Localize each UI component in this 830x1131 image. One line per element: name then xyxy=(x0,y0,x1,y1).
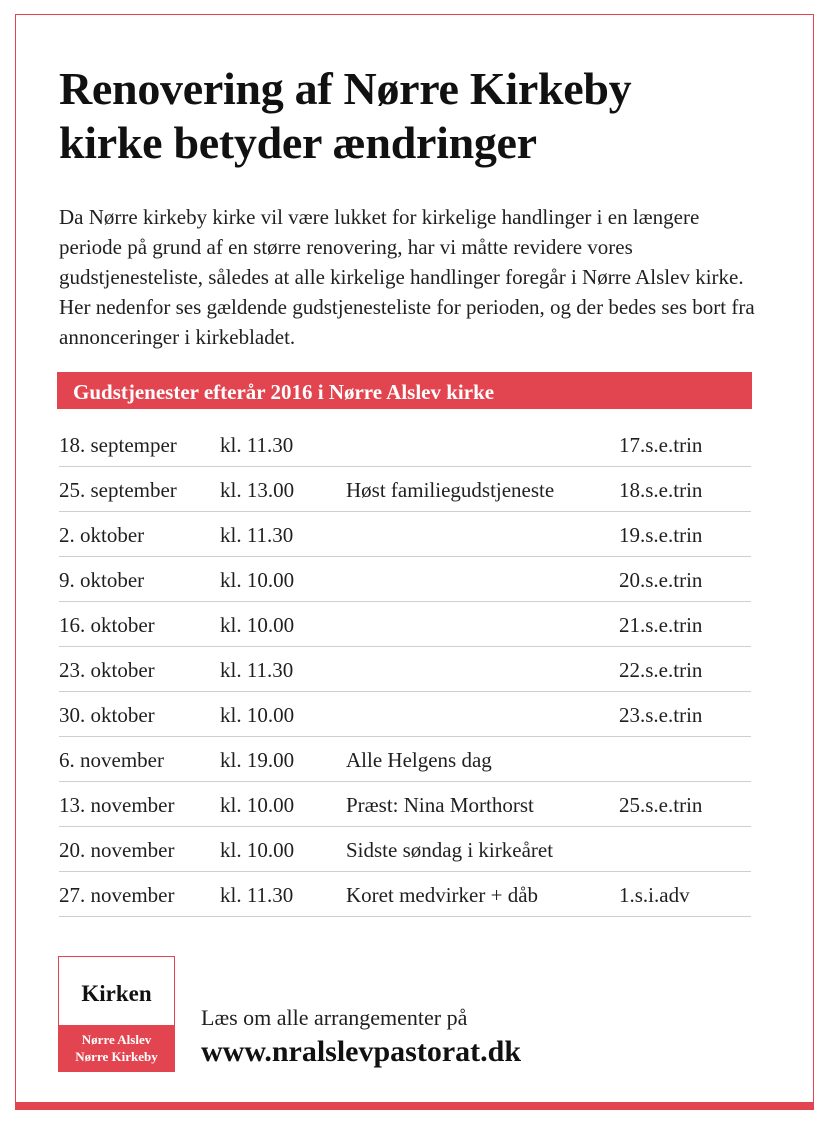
row-event: Høst familiegudstjeneste xyxy=(346,478,555,502)
table-row xyxy=(59,737,751,782)
row-sunday: 25.s.e.trin xyxy=(619,793,703,817)
row-time: kl. 10.00 xyxy=(220,703,295,727)
kirken-logo xyxy=(58,956,175,1072)
row-date: 9. oktober xyxy=(59,568,145,592)
row-time: kl. 11.30 xyxy=(220,433,294,457)
row-time: kl. 11.30 xyxy=(220,883,294,907)
page-title xyxy=(59,62,799,170)
row-sunday: 22.s.e.trin xyxy=(619,658,703,682)
table-row xyxy=(59,467,751,512)
footer-text: Læs om alle arrangementer på xyxy=(201,1005,468,1030)
logo-band xyxy=(59,1025,174,1071)
logo-line-1: Nørre Alslev xyxy=(81,1032,152,1047)
website-link[interactable]: www.nralslevpastorat.dk xyxy=(201,1035,522,1068)
row-sunday: 23.s.e.trin xyxy=(619,703,703,727)
table-row xyxy=(59,602,751,647)
table-row xyxy=(59,647,751,692)
intro-paragraph: Da Nørre kirkeby kirke vil være lukket for kirkelige handlinger i en længere periode på grund af en større renovering, har vi måtte revidere vores gudstjenesteliste, således at alle kirkelige handlinger foregår i Nørre Alslev kirke. Her nedenfor ses gældende gudstjenesteliste for perioden, og der bedes ses bort fra annonceringer i kirkebladet. xyxy=(59,205,755,349)
row-sunday: 21.s.e.trin xyxy=(619,613,703,637)
table-row xyxy=(59,512,751,557)
row-event: Koret medvirker + dåb xyxy=(346,883,539,907)
row-sunday: 18.s.e.trin xyxy=(619,478,703,502)
row-time: kl. 10.00 xyxy=(220,568,295,592)
row-date: 18. septemper xyxy=(59,433,177,457)
bottom-bar xyxy=(15,1102,814,1110)
row-date: 2. oktober xyxy=(59,523,145,547)
row-event: Alle Helgens dag xyxy=(346,748,492,772)
table-row xyxy=(59,827,751,872)
row-event: Præst: Nina Morthorst xyxy=(346,793,534,817)
logo-word: Kirken xyxy=(81,981,152,1006)
row-time: kl. 11.30 xyxy=(220,658,294,682)
row-date: 30. oktober xyxy=(59,703,155,727)
row-time: kl. 11.30 xyxy=(220,523,294,547)
row-date: 6. november xyxy=(59,748,164,772)
row-date: 27. november xyxy=(59,883,175,907)
schedule-table xyxy=(59,422,751,917)
row-date: 16. oktober xyxy=(59,613,155,637)
table-row xyxy=(59,692,751,737)
table-row xyxy=(59,422,751,467)
row-sunday: 19.s.e.trin xyxy=(619,523,703,547)
row-sunday: 17.s.e.trin xyxy=(619,433,703,457)
table-row xyxy=(59,782,751,827)
table-row xyxy=(59,872,751,917)
row-time: kl. 10.00 xyxy=(220,793,295,817)
title-line-2: kirke betyder ændringer xyxy=(59,117,537,168)
row-event: Sidste søndag i kirkeåret xyxy=(346,838,554,862)
row-date: 23. oktober xyxy=(59,658,155,682)
logo-line-2: Nørre Kirkeby xyxy=(75,1049,158,1064)
row-date: 25. september xyxy=(59,478,177,502)
table-row xyxy=(59,557,751,602)
row-date: 20. november xyxy=(59,838,175,862)
row-sunday: 1.s.i.adv xyxy=(619,883,690,907)
row-sunday: 20.s.e.trin xyxy=(619,568,703,592)
row-time: kl. 10.00 xyxy=(220,838,295,862)
row-date: 13. november xyxy=(59,793,175,817)
schedule-title: Gudstjenester efterår 2016 i Nørre Alslev kirke xyxy=(57,372,752,409)
row-time: kl. 19.00 xyxy=(220,748,295,772)
title-line-1: Renovering af Nørre Kirkeby xyxy=(59,63,632,114)
row-time: kl. 10.00 xyxy=(220,613,295,637)
row-time: kl. 13.00 xyxy=(220,478,295,502)
